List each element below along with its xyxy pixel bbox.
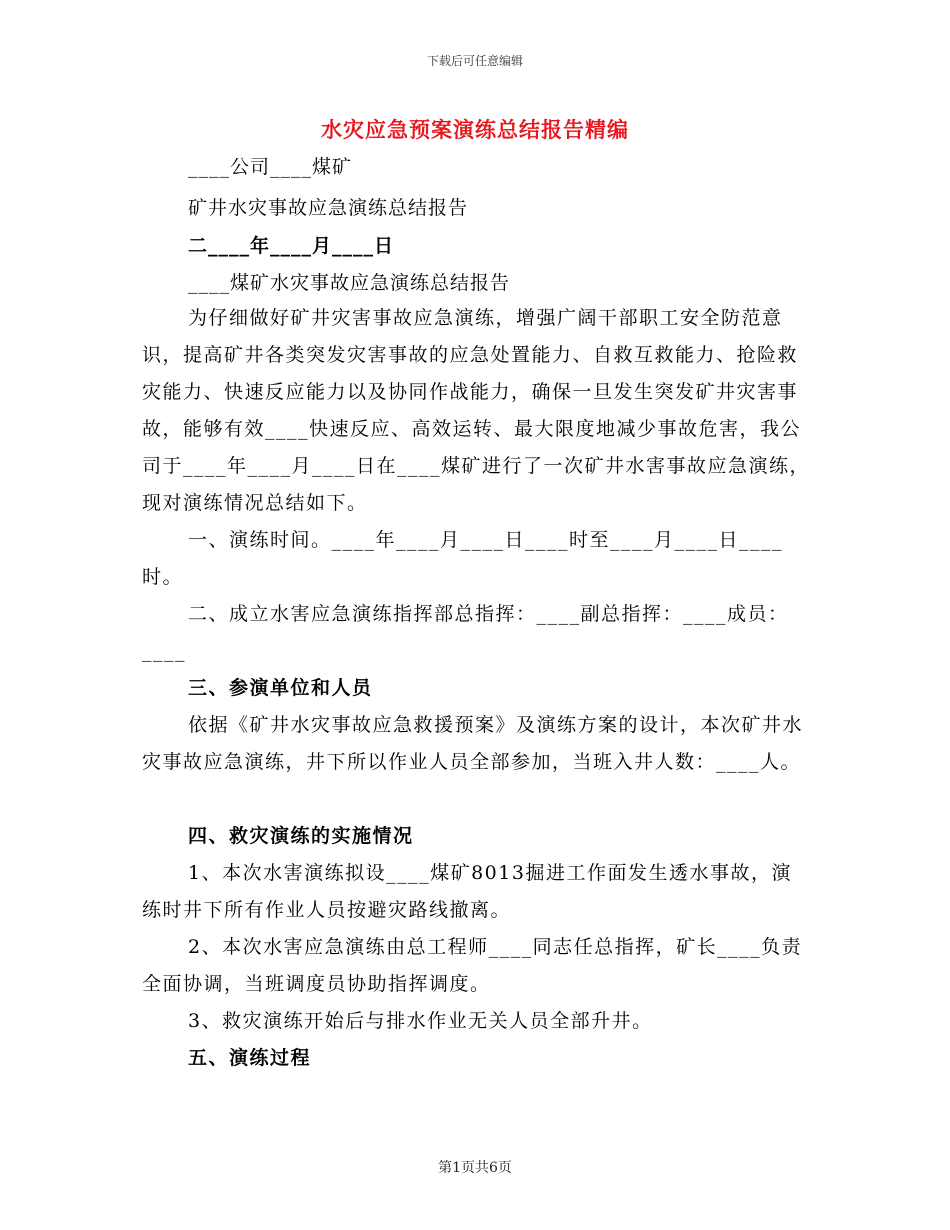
date-line-text: 二____年____月____日 [188, 235, 395, 257]
item-1: 1、本次水害演练拟设____煤矿8013掘进工作面发生透水事故，演练时井下所有作业人员按避灾路线撤离。 [142, 862, 792, 921]
date-line [142, 231, 812, 258]
item-3: 3、救灾演练开始后与排水作业无关人员全部升井。 [188, 1010, 653, 1032]
page-footer: 第1页共6页 [438, 1160, 512, 1176]
document-title: 水灾应急预案演练总结报告精编 [321, 117, 629, 142]
item-2: 2、本次水害应急演练由总工程师____同志任总指挥，矿长____负责全面协调，当班调度员协助指挥调度。 [142, 936, 803, 995]
intro-paragraph: 为仔细做好矿井灾害事故应急演练，增强广阔干部职工安全防范意识，提高矿井各类突发灾害事故的应急处置能力、自救互救能力、抢险救灾能力、快速反应能力以及协同作战能力，确保一旦发生突发矿井灾害事故，能够有效____快速反应、高效运转、最大限度地减少事故危害，我公司于____年____月____日在____煤矿进行了一次矿井水害事故应急演练，现对演练情况总结如下。 [142, 307, 811, 514]
section4-heading: 四、救灾演练的实施情况 [188, 825, 414, 847]
company-line [142, 152, 812, 179]
section5-heading: 五、演练过程 [188, 1047, 312, 1069]
section3-heading: 三、参演单位和人员 [188, 677, 373, 699]
report-name-text: 矿井水灾事故应急演练总结报告 [188, 197, 469, 219]
command-paragraph: 二、成立水害应急演练指挥部总指挥：____副总指挥：____成员：____ [142, 603, 789, 662]
section3-body: 依据《矿井水灾事故应急救援预案》及演练方案的设计，本次矿井水灾事故应急演练，井下所以作业人员全部参加，当班入井人数：____人。 [142, 714, 804, 773]
drill-time-paragraph: 一、演练时间。____年____月____日____时至____月____日____时。 [142, 529, 784, 588]
sub-report-line [142, 268, 812, 295]
header-note: 下载后可任意编辑 [426, 54, 523, 68]
company-line-text: ____公司____煤矿 [188, 156, 353, 178]
report-name-line [142, 193, 812, 220]
sub-report-text: ____煤矿水灾事故应急演练总结报告 [188, 272, 511, 294]
